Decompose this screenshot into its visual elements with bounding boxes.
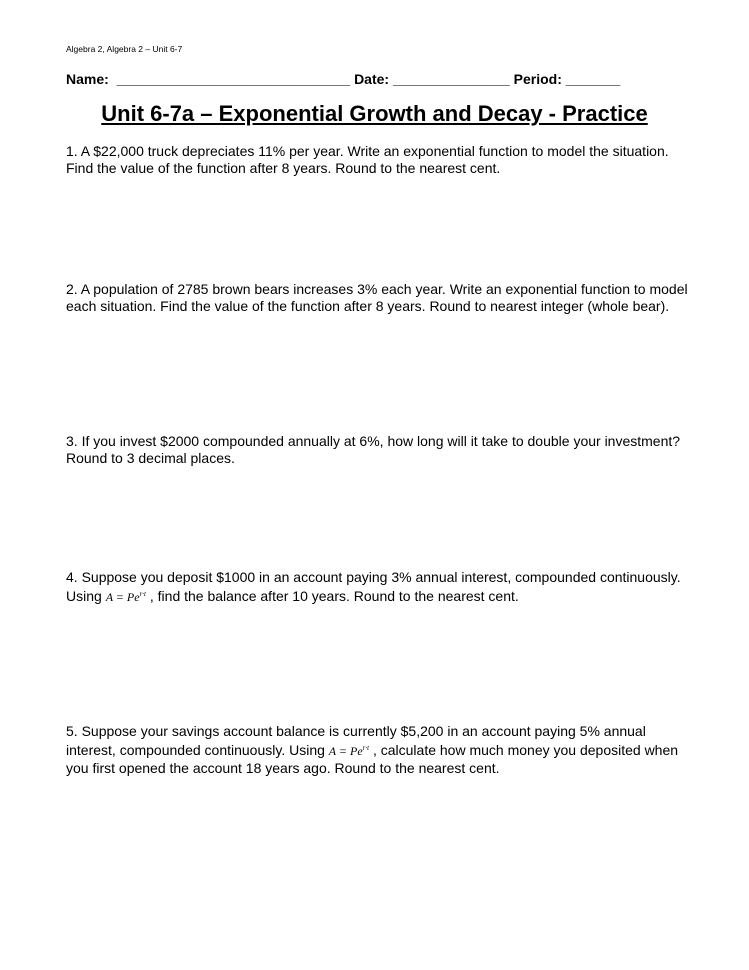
page-title: Unit 6-7a – Exponential Growth and Decay - Practice	[101, 101, 648, 126]
name-label: Name:	[66, 71, 109, 87]
period-blank: _______	[565, 71, 621, 87]
date-blank: _______________	[392, 71, 510, 87]
compound-interest-equation: $A = Pe^{r\cdot t}$	[328, 744, 370, 758]
name-blank: ______________________________	[116, 71, 351, 87]
period-label: Period:	[513, 71, 562, 87]
question-5: 5. Suppose your savings account balance is currently $5,200 in an account paying 5% annual interest, compounded continuously. Using $A = Pe^{r\cdot t}$ , calculate how much money you deposited when you first opened the account 18 years ago. Round to the nearest cent.	[66, 723, 679, 776]
name-date-period-line	[66, 71, 620, 87]
question-4: 4. Suppose you deposit $1000 in an account paying 3% annual interest, compounded continuously. Using $A = Pe^{r\cdot t}$ , find the balance after 10 years. Round to the nearest cent.	[66, 569, 681, 604]
question-3: 3. If you invest $2000 compounded annually at 6%, how long will it take to double your investment? Round to 3 decimal places.	[66, 433, 681, 466]
question-1: 1. A $22,000 truck depreciates 11% per year. Write an exponential function to model the situation. Find the value of the function after 8 years. Round to the nearest cent.	[66, 143, 669, 176]
question-2: 2. A population of 2785 brown bears increases 3% each year. Write an exponential function to model each situation. Find the value of the function after 8 years. Round to nearest integer (whole bear).	[66, 281, 688, 314]
course-line: Algebra 2, Algebra 2 – Unit 6-7	[66, 44, 183, 54]
compound-interest-equation: $A = Pe^{r\cdot t}$	[105, 590, 146, 604]
date-label: Date:	[354, 71, 390, 87]
